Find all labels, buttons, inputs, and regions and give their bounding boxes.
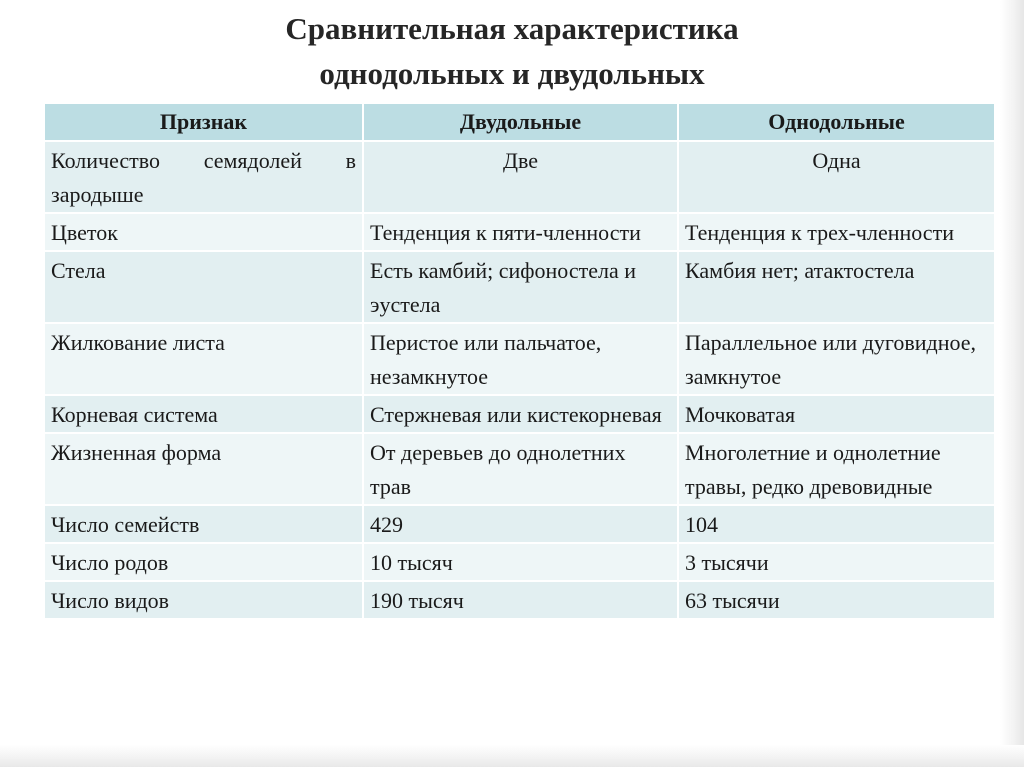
cell-feature: Число видов: [45, 581, 363, 619]
cell-monocots: 3 тысячи: [678, 543, 995, 581]
cell-monocots: Параллельное или дуговидное, замкнутое: [678, 323, 995, 395]
cell-monocots: 63 тысячи: [678, 581, 995, 619]
slide-title-line-1: Сравнительная характеристика: [285, 11, 739, 46]
header-dicots: Двудольные: [363, 104, 678, 141]
header-feature: Признак: [45, 104, 363, 141]
table-row: [45, 395, 995, 433]
cell-dicots: Стержневая или кистекорневая: [363, 395, 678, 433]
cell-dicots: Есть камбий; сифоностела и эустела: [363, 251, 678, 323]
slide-bottom-shadow: [0, 745, 1024, 767]
slide-right-shadow: [1000, 0, 1024, 767]
cell-dicots: 429: [363, 505, 678, 543]
slide-title: [0, 6, 1024, 96]
cell-dicots: 190 тысяч: [363, 581, 678, 619]
cell-monocots: Камбия нет; атактостела: [678, 251, 995, 323]
table-row: [45, 581, 995, 619]
table-row: [45, 433, 995, 505]
cell-feature: Число семейств: [45, 505, 363, 543]
table-row: [45, 323, 995, 395]
cell-monocots: Тенденция к трех-членности: [678, 213, 995, 251]
slide-title-line-2: однодольных и двудольных: [319, 56, 705, 91]
table-header-row: [45, 104, 995, 141]
comparison-table: [45, 104, 996, 620]
cell-dicots: Тенденция к пяти-членности: [363, 213, 678, 251]
cell-monocots: Мочковатая: [678, 395, 995, 433]
table-row: [45, 213, 995, 251]
cell-monocots: 104: [678, 505, 995, 543]
cell-dicots: Перистое или пальчатое, незамкнутое: [363, 323, 678, 395]
header-monocots: Однодольные: [678, 104, 995, 141]
cell-dicots: Две: [363, 141, 678, 213]
cell-dicots: 10 тысяч: [363, 543, 678, 581]
cell-monocots: Одна: [678, 141, 995, 213]
cell-feature: Число родов: [45, 543, 363, 581]
table-row: [45, 141, 995, 213]
cell-feature: Количество семядолей в зародыше: [45, 141, 363, 213]
cell-monocots: Многолетние и однолетние травы, редко древовидные: [678, 433, 995, 505]
table-row: [45, 251, 995, 323]
cell-feature: Корневая система: [45, 395, 363, 433]
cell-feature: Жизненная форма: [45, 433, 363, 505]
cell-feature: Жилкование листа: [45, 323, 363, 395]
table-row: [45, 543, 995, 581]
table-row: [45, 505, 995, 543]
cell-feature: Цветок: [45, 213, 363, 251]
cell-feature: Стела: [45, 251, 363, 323]
cell-dicots: От деревьев до однолетних трав: [363, 433, 678, 505]
